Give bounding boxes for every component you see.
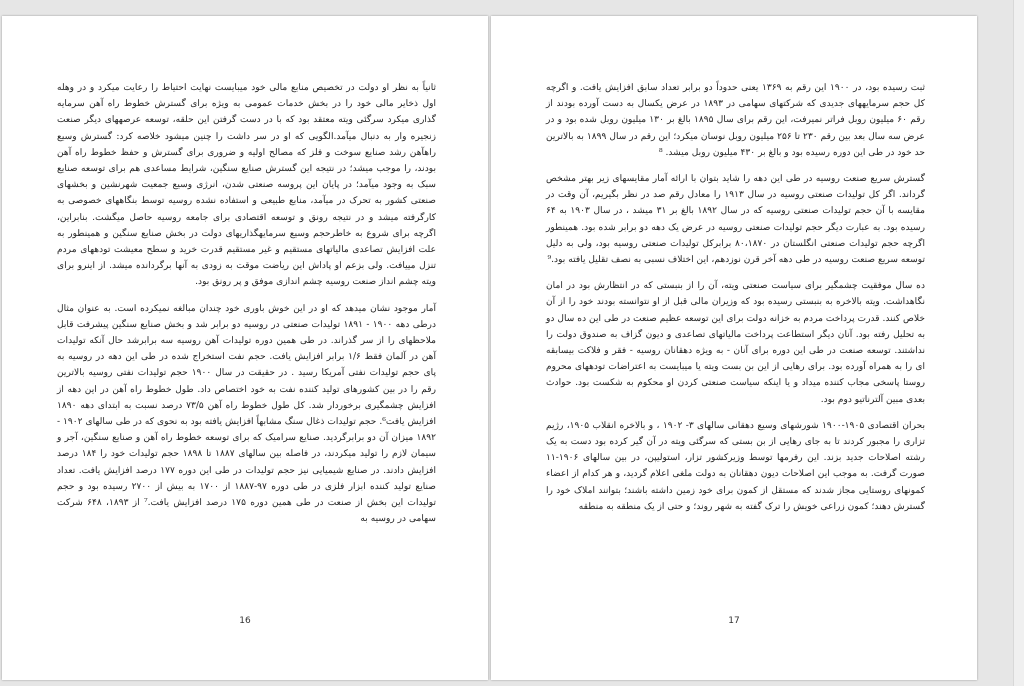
paragraph: ده سال موفقیت چشمگیر برای سیاست صنعتی ویته، آن را از بنبستی که در انتظارش بود در امان نگاهداشت. ویته بالاخره به بنبستی رسیده بود که وزیران مالی قبل از او نتوانسته بودند خود را از آن خلاص کنند. قدرت پرداخت مردم به خزانه دولت برای این توسعه عظیم صنعت در طی این ده سال دو به تحلیل رفته بود. آنان دیگر استطاعت پرداخت مالیاتهای تصاعدی و دیون گزاف به صندوق دولت را نداشتند. توسعه صنعت در طی این دوره برای آنان - به ویژه دهقانان روسیه - فقر و فلاکت بیسابقه ای را به همراه آورده بود. برای رهایی از این بن بست ویته یا میبایست به اعتراضات تودههای محروم روستا پاسخی مجاب کننده میداد و یا اینکه سیاست صنعتی کردن او محکوم به شکست بود. حوادث بعدی مبین آلترناتیو دوم بود. bbox=[546, 281, 925, 405]
paragraph: گسترش سریع صنعت روسیه در طی این دهه را شاید بتوان با ارائه آمار مقایسهای زیر بهتر مشخص گرداند. اگر کل تولیدات صنعتی روسیه در سال ۱۹۱۳ را معادل رقم صد در نظر بگیریم، آن وقت در مقایسه با آن حجم تولیدات صنعتی روسیه که در سال ۱۸۹۲ بالغ بر ۳۱ میشد ، در سال ۱۹۰۳ به ۶۴ رسیده بود. به عبارت دیگر حجم تولیدات صنعتی روسیه در عرض یک دهه دو برابر شده بود. همینطور اگرچه حجم تولیدات صنعتی انگلستان در ۸۰،۱۸۷۰ برابرکل تولیدات صنعتی روسیه بود، ولی به دلیل توسعه سریع صنعت روسیه در طی دهه آخر قرن نوزدهم، این اختلاف نسبی به نصف تقلیل یافته بود.⁹ bbox=[546, 174, 925, 266]
document-page-right bbox=[491, 16, 977, 680]
paragraph: ثبت رسیده بود، در ۱۹۰۰ این رقم به ۱۳۶۹ یعنی حدوداً دو برابر تعداد سابق افزایش یافت. و اگرچه کل حجم سرمایههای جدیدی که شرکتهای سهامی در ۱۸۹۳ در عرض یکسال به دست آورده بودند از رقم ۶۰ میلیون روبل فراتر نمیرفت، این رقم برای سال ۱۸۹۵ بالغ بر ۱۳۰ میلیون روبل شده بود و در عرض سه سال بعد بین رقم ۲۳۰ تا ۲۵۶ میلیون روبل نوسان میکرد؛ این رقم در سال ۱۸۹۹ به بالاترین حد خود در طی این دوره رسیده بود و بالغ بر ۴۳۰ میلیون روبل میشد. ⁸ bbox=[546, 83, 926, 158]
page-body-text bbox=[546, 80, 925, 525]
page-number: 16 bbox=[239, 616, 251, 626]
paragraph: بحران اقتصادی ۱۹۰۵-۱۹۰۰ شورشهای وسیع دهقانی سالهای ۳- ۱۹۰۲ ، و بالاخره انقلاب ۱۹۰۵، رژیم تزاری را مجبور کردند تا به جای رهایی از بن بستی که سرگئی ویته در آن گیر کرده بود دست به یک رشته اصلاحات جدید بزند. این رفرمها توسط وزیرکشور تزار، استولیپن، در بین سالهای ۱۹۰۶-۱۱ صورت گرفت. به موجب این اصلاحات دیون دهقانان به دولت ملغی اعلام گردید، و هر کدام از اعضاء کمونهای روستایی مجاز شدند که مستقل از کمون برای خود زمین داشته باشند؛ بتوانند املاک خود را گسترش دهند؛ کمون زراعی خویش را ترک گفته به شهر روند؛ و حتی از یک منطقه به منطقه bbox=[546, 420, 925, 512]
page-number: 17 bbox=[728, 616, 740, 626]
paragraph: ثانیاً به نظر او دولت در تخصیص منابع مالی خود میبایست نهایت احتیاط را رعایت میکرد و در وهله اول ذخایر مالی خود را در بخش خدمات عمومی به ویژه برای گسترش خطوط راه آهن سرمایه گذاری میکرد سرگئی ویته معتقد بود که با در دست گرفتن این حلقه، توسعه عرصههای دیگر صنعت زنجیره وار به دنبال میآمد.الگویی که او در سر داشت را چنین میشود خلاصه کرد: گسترش وسیع راهآهن رشد صنایع سوخت و فلز که مصالح اولیه و ضروری برای گسترش و حفظ خطوط راه آهن بودند، را موجب میشد؛ در نتیجه این گسترش صنایع سنگین، شرایط مساعدی هم برای توسعه صنایع سبک به وجود میآمد؛ در پایان این پروسه صنعتی شدن، انرژی وسیع جمعیت شهرنشین و بخشهای صنعتی کشور به تحرک در میآمد، منابع طبیعی و استفاده نشده روسیه توسط بنگاههای خصوصی به کارگرفته میشد و در نتیجه رونق و توسعه اقتصادی برای جامعه روسیه حاصل میگشت. بنابراین، اگرچه برای شروع به خاطرحجم وسیع سرمایهگذاریهای دولت در بخش صنایع سنگین و همینطور به علت افزایش تصاعدی مالیاتهای مستقیم و غیر مستقیم قدرت خرید و سطح معیشت تودههای مردم تنزل مییافت. ولی بزعم او پاداش این ریاضت موقت به زودی به آنها برگردانده میشد. از اینرو برای ویته چشم انداز صنعت روسیه چشم اندازی موفق و پر رونق بود. bbox=[57, 83, 436, 288]
page-body-text bbox=[57, 80, 436, 537]
vertical-scrollbar[interactable] bbox=[1013, 0, 1024, 686]
paragraph: آمار موجود نشان میدهد که او در این خوش باوری خود چندان مبالغه نمیکرده است. به عنوان مثال درطی دهه ۱۹۰۰ - ۱۸۹۱ تولیدات صنعتی در روسیه دو برابر شد و بخش صنایع سنگین پیشرفت قابل ملاحظهای را از سر گذراند. در طی همین دوره تولیدات آهن روسیه سه برابرشد حال آنکه تولیدات آهن در آلمان فقط ۱/۶ برابر افزایش یافت. حجم نفت استخراج شده در طی این دهه در روسیه به پای حجم تولیدات نفتی آمریکا رسید . در حقیقت در سال ۱۹۰۰ حجم تولیدات نفتی روسیه بالاترین رقم را در بین کشورهای تولید کننده نفت به خود اختصاص داد. طول خطوط راه آهن در این دهه از افزایش چشمگیری برخوردار شد. کل طول خطوط راه آهن ۷۳/۵ درصد نسبت به ابتدای دهه ۱۸۹۰ افزایش یافت⁶. حجم تولیدات ذغال سنگ مشابهاً افزایش یافته بود به نحوی که در طی سالهای ۱۹۰۲ - ۱۸۹۲ میزان آن دو برابرگردید. صنایع سرامیک که برای توسعه خطوط راه آهن و صنایع سنگین، آجر و سیمان لازم را تولید میکردند، در فاصله بین سالهای ۱۸۸۷ تا ۱۸۹۸ حجم تولیدات خود را ۱۸۴ درصد افزایش دادند. در صنایع شیمیایی نیز حجم تولیدات در طی این دوره ۱۷۷ درصد افزایش یافت. تعداد صنایع تولید کننده ابزار فلزی در طی دوره ۹۷-۱۸۸۷ از ۱۷۰۰ به بیش از ۲۷۰۰ رسیده بود و حجم تولیدات این بخش از صنعت در طی همین دوره ۱۷۵ درصد افزایش یافت.⁷ از ۱۸۹۳، ۶۴۸ شرکت سهامی در روسیه به bbox=[57, 303, 437, 525]
document-page-left bbox=[2, 16, 488, 680]
